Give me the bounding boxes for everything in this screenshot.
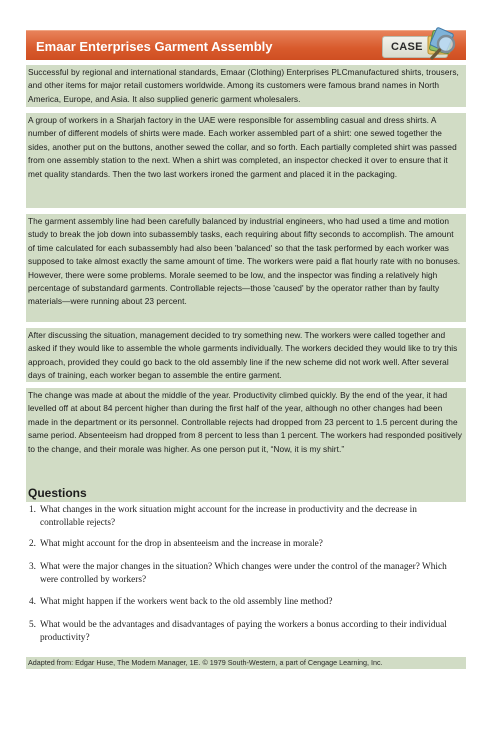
question-text: What changes in the work situation might account for the increase in productivity and the decrease in controllable rejects? xyxy=(40,505,417,528)
questions-heading: Questions xyxy=(26,484,466,502)
question-number: 4. xyxy=(29,597,36,607)
questions-list xyxy=(26,504,466,655)
question-text: What might account for the drop in absenteeism and the increase in morale? xyxy=(40,539,323,549)
question-number: 1. xyxy=(29,505,36,515)
case-paragraph-workers: A group of workers in a Sharjah factory in the UAE were responsible for assembling casual and dress shirts. A number of different models of shirts were made. Each worker assembled part of a shirt: one sewed together the sides, another put on the buttons, another sewed the collar, and so forth. Each partially completed shirt was passed from one assembly station to the next. When a shirt was completed, an inspector checked it over to ensure that it met quality standards. Then the two last workers ironed the garment and placed it in the packaging. xyxy=(26,113,466,208)
case-paragraph-new-approach: After discussing the situation, management decided to try something new. The workers were called together and asked if they would like to assemble the whole garments individually. The workers decided they would like to try this approach, provided they could go back to the old assembly line if the new scheme did not work well. After several days of training, each worker began to assemble the entire garment. xyxy=(26,328,466,382)
question-item xyxy=(26,619,466,655)
question-item xyxy=(26,538,466,561)
case-paragraph-intro: Successful by regional and international standards, Emaar (Clothing) Enterprises PLCmanufactured shirts, trousers, and other items for major retail customers worldwide. Among its customers were famous brand names in North America, Europe, and Asia. It also supplied generic garment wholesalers. xyxy=(26,65,466,107)
question-text: What might happen if the workers went back to the old assembly line method? xyxy=(40,597,333,607)
case-study-page xyxy=(26,30,466,669)
question-number: 5. xyxy=(29,620,36,630)
case-paragraph-assembly-line: The garment assembly line had been carefully balanced by industrial engineers, who had used a time and motion study to break the job down into subassembly tasks, each requiring about fifty seconds to accomplish. The amount of time calculated for each subassembly had also been 'balanced' so that the task performed by each worker was supposed to take almost exactly the same amount of time. The workers were paid a flat hourly rate with no bonuses. However, there were some problems. Morale seemed to be low, and the inspector was finding a relatively high percentage of substandard garments. Controllable rejects—those 'caused' by the operator rather than by faulty materials—were running about 23 percent. xyxy=(26,214,466,322)
source-footnote: Adapted from: Edgar Huse, The Modern Manager, 1E. © 1979 South-Western, a part of Cengage Learning, Inc. xyxy=(26,657,466,669)
question-number: 3. xyxy=(29,562,36,572)
case-title: Emaar Enterprises Garment Assembly xyxy=(36,39,273,54)
magnifier-folder-icon xyxy=(422,27,460,63)
question-item xyxy=(26,504,466,538)
question-text: What would be the advantages and disadvantages of paying the workers a bonus according to their individual productivity? xyxy=(40,620,447,643)
question-item xyxy=(26,596,466,619)
case-paragraph-results: The change was made at about the middle of the year. Productivity climbed quickly. By the end of the year, it had levelled off at about 84 percent higher than during the first half of the year, although no other changes had been made in the department or its personnel. Controllable rejects had dropped from 23 percent to 1.5 percent during the same period. Absenteeism had dropped from 8 percent to less than 1 percent. The workers had responded positively to the change, and their morale was higher. As one person put it, “Now, it is my shirt.” xyxy=(26,388,466,484)
question-item xyxy=(26,561,466,596)
question-text: What were the major changes in the situation? Which changes were under the control of the manager? Which were controlled by workers? xyxy=(40,562,447,585)
case-tab-label: CASE xyxy=(391,41,423,53)
question-number: 2. xyxy=(29,539,36,549)
case-header-bar xyxy=(26,30,466,60)
